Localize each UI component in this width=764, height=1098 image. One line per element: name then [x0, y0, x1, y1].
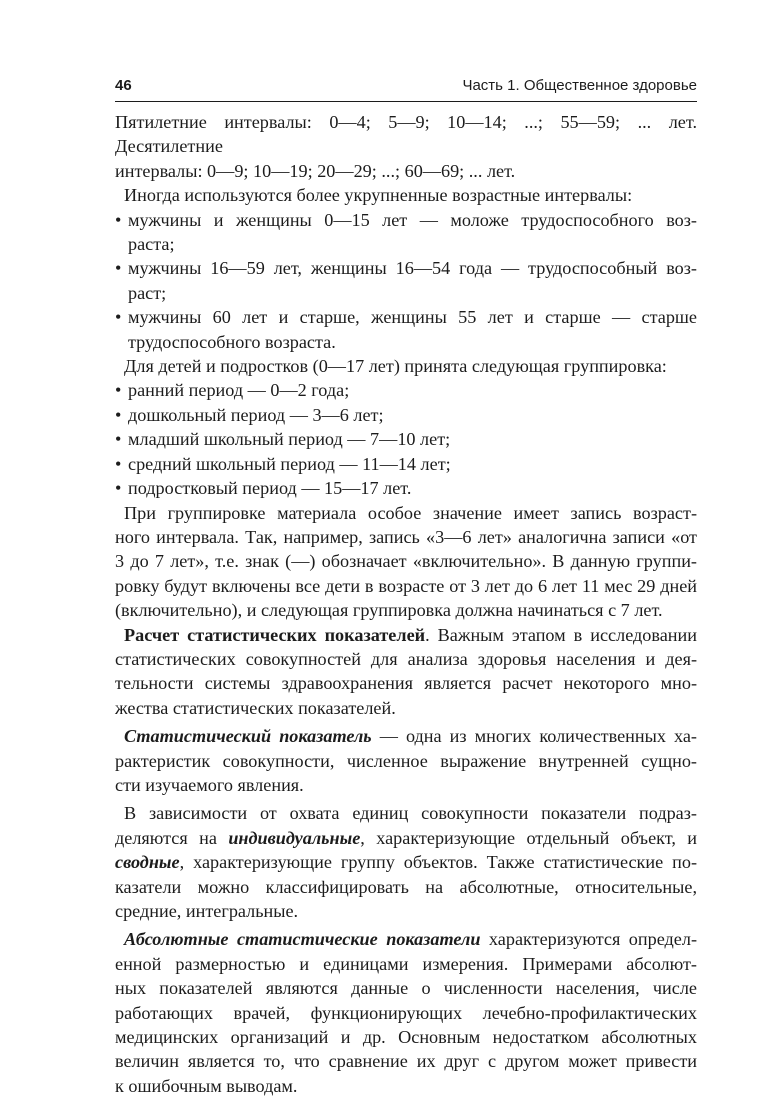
- paragraph-line: казатели можно классифицировать на абсолютные, относительные,: [115, 876, 697, 897]
- paragraph-line: В зависимости от охвата единиц совокупности показатели подраз-: [124, 803, 697, 824]
- list-item-continuation: раста;: [128, 234, 175, 255]
- paragraph-line: Иногда используются более укрупненные возрастные интервалы:: [124, 185, 633, 206]
- paragraph-line: работающих врачей, функционирующих лечебно-профилактических: [115, 1002, 697, 1023]
- list-item: • средний школьный период — 11—14 лет;: [115, 452, 697, 476]
- paragraph-line: деляются на индивидуальные, характеризующие отдельный объект, и: [115, 827, 697, 848]
- term-bold-italic: Абсолютные статистические показатели: [124, 929, 481, 950]
- term-bold-italic: индивидуальные: [228, 827, 361, 848]
- paragraph-line: ных показателей являются данные о численности населения, числе: [115, 978, 697, 999]
- list-item-continuation: трудоспособного возраста.: [128, 331, 336, 352]
- bullet-icon: •: [115, 307, 122, 328]
- bullet-icon: •: [115, 404, 122, 425]
- bullet-icon: •: [115, 453, 122, 474]
- paragraph-line: статистических совокупностей для анализа здоровья населения и дея-: [115, 648, 697, 669]
- paragraph-line: енной размерностью и единицами измерения. Примерами абсолют-: [115, 953, 697, 974]
- paragraph-line: тельности системы здравоохранения является расчет некоторого мно-: [115, 673, 697, 694]
- header-rule: [115, 101, 697, 102]
- paragraph-line: Абсолютные статистические показатели характеризуются определ-: [124, 929, 697, 950]
- paragraph-line: Пятилетние интервалы: 0—4; 5—9; 10—14; ...; 55—59; ... лет. Десятилетние: [115, 112, 697, 157]
- paragraph-line: (включительно), и следующая группировка должна начинаться с 7 лет.: [115, 600, 663, 621]
- paragraph-line: средние, интегральные.: [115, 901, 299, 921]
- list-item-continuation: раст;: [128, 282, 167, 303]
- list-item: • дошкольный период — 3—6 лет;: [115, 403, 697, 427]
- list-item: • младший школьный период — 7—10 лет;: [115, 427, 697, 451]
- page-number: 46: [115, 77, 132, 94]
- paragraph-line: ного интервала. Так, например, запись «3—6 лет» аналогична записи «от: [115, 526, 697, 547]
- bullet-icon: •: [115, 429, 122, 450]
- list-item: • мужчины 16—59 лет, женщины 16—54 года — трудоспособный воз-: [115, 256, 697, 280]
- bullet-icon: •: [115, 209, 122, 230]
- bullet-icon: •: [115, 380, 122, 401]
- paragraph-line: сти изучаемого явления.: [115, 774, 304, 795]
- list-item: • подростковый период — 15—17 лет.: [115, 476, 697, 500]
- paragraph-line: медицинских организаций и др. Основным недостатком абсолютных: [115, 1027, 697, 1048]
- bullet-icon: •: [115, 258, 122, 279]
- running-title: Часть 1. Общественное здоровье: [462, 77, 697, 94]
- paragraph-line: Для детей и подростков (0—17 лет) принята следующая группировка:: [124, 356, 667, 377]
- body-text: [115, 110, 697, 1098]
- term-bold-italic: Статистический показатель: [124, 726, 372, 747]
- list-item: • мужчины и женщины 0—15 лет — моложе трудоспособного воз-: [115, 208, 697, 232]
- paragraph-line: ровку будут включены все дети в возрасте от 3 лет до 6 лет 11 мес 29 дней: [115, 575, 697, 596]
- paragraph-line: к ошибочным выводам.: [115, 1075, 298, 1096]
- term-bold: Расчет статистических показателей: [124, 624, 426, 645]
- term-bold-italic: сводные: [115, 852, 180, 873]
- paragraph-line: 3 до 7 лет», т.е. знак (—) обозначает «включительно». В данную группи-: [115, 551, 697, 572]
- paragraph-line: сводные, характеризующие группу объектов. Также статистические по-: [115, 852, 697, 873]
- bullet-icon: •: [115, 478, 122, 499]
- paragraph-line: рактеристик совокупности, численное выражение внутренней сущно-: [115, 750, 697, 771]
- list-item: • ранний период — 0—2 года;: [115, 378, 697, 402]
- paragraph-line: величин является то, что сравнение их друг с другом может привести: [115, 1051, 697, 1072]
- paragraph-line: При группировке материала особое значение имеет запись возраст-: [124, 502, 697, 523]
- list-item: • мужчины 60 лет и старше, женщины 55 лет и старше — старше: [115, 305, 697, 329]
- paragraph-line: интервалы: 0—9; 10—19; 20—29; ...; 60—69; ... лет.: [115, 160, 516, 181]
- paragraph-line: Расчет статистических показателей. Важным этапом в исследовании: [124, 624, 697, 645]
- paragraph-line: жества статистических показателей.: [115, 697, 396, 718]
- page-header: [115, 74, 697, 98]
- paragraph-line: Статистический показатель — одна из многих количественных ха-: [124, 726, 697, 747]
